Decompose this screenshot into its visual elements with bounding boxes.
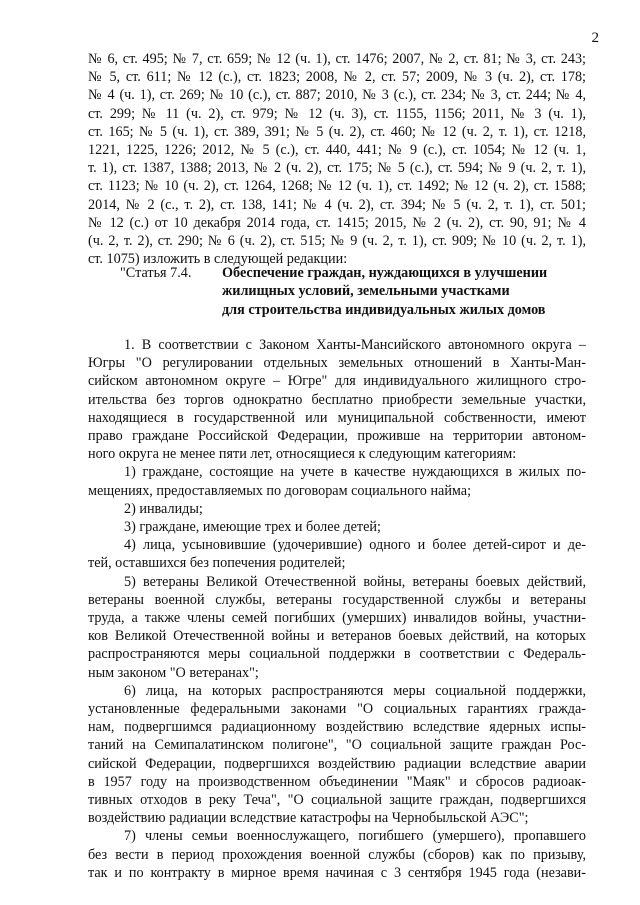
paragraph-1: [88, 336, 586, 463]
article-title-line: для строительства индивидуальных жилых домов: [222, 301, 546, 318]
article-title: [222, 264, 592, 319]
paragraph-line: 5) ветераны Великой Отечественной войны, ветераны боевых действий,: [124, 573, 586, 590]
intro-paragraph: [88, 50, 586, 268]
paragraph-line: мещениях, предоставляемых по договорам социального найма;: [88, 482, 472, 499]
paragraph-line: таний на Семипалатинском полигоне", "О социальной защите граждан Рос-: [88, 737, 586, 754]
paragraph-line: в 1957 году на производственном объединении "Маяк" и сбросов радиоак-: [88, 773, 586, 790]
intro-line: № 5, ст. 611; № 12 (с.), ст. 1823; 2008, № 2, ст. 57; 2009, № 3 (ч. 2), ст. 178;: [88, 69, 586, 86]
list-item-5: [88, 573, 586, 682]
paragraph-line: труда, а также члены семей погибших (умерших) инвалидов войны, участни-: [88, 610, 586, 627]
paragraph-line: находящиеся в государственной или муниципальной собственности, имеют: [88, 409, 586, 426]
paragraph-line: установленные федеральными законами "О социальных гарантиях гражда-: [88, 701, 586, 718]
paragraph-line: без вести в период прохождения военной службы (сборов) как по призыву,: [88, 846, 586, 863]
paragraph-line: 2) инвалиды;: [124, 500, 203, 517]
paragraph-line: воздействию радиации вследствие катастрофы на Чернобыльской АЭС";: [88, 810, 529, 827]
intro-line: (ч. 2, т. 2), ст. 290; № 6 (ч. 2), ст. 515; № 9 (ч. 2, т. 1), ст. 909; № 10 (ч. 2, т. 1),: [88, 233, 586, 250]
article-title-line: жилищных условий, земельными участками: [222, 283, 510, 300]
paragraph-line: ительства без торгов однократно бесплатно приобрести земельные участки,: [88, 391, 586, 408]
intro-line: 1221, 1225, 1226; 2012, № 5 (с.), ст. 440, 441; № 9 (с.), ст. 1054; № 12 (ч. 1,: [88, 142, 586, 159]
paragraph-line: ного округа не менее пяти лет, относящиеся к следующим категориям:: [88, 446, 517, 463]
intro-line: ст. 299; № 11 (ч. 2), ст. 979; № 12 (ч. 3), ст. 1155, 1156; 2011, № 3 (ч. 1),: [88, 105, 586, 122]
intro-line: № 6, ст. 495; № 7, ст. 659; № 12 (ч. 1), ст. 1476; 2007, № 2, ст. 81; № 3, ст. 243;: [88, 51, 586, 67]
paragraph-line: тивных отходов в реку Теча", "О социальной защите граждан, подвергшихся: [88, 792, 586, 809]
paragraph-line: 7) члены семьи военнослужащего, погибшего (умершего), пропавшего: [124, 828, 586, 845]
paragraph-line: 3) граждане, имеющие трех и более детей;: [124, 519, 381, 536]
list-item-7: [88, 827, 586, 882]
article-title-line: Обеспечение граждан, нуждающихся в улучшении: [222, 265, 548, 281]
page-number: 2: [591, 30, 599, 46]
paragraph-line: ным законом "О ветеранах";: [88, 664, 259, 681]
intro-line: ст. 165; № 5 (ч. 1), ст. 389, 391; № 5 (ч. 2), ст. 460; № 12 (ч. 2, т. 1), ст. 1218,: [88, 123, 586, 140]
paragraph-line: так и по контракту в мирное время начиная с 3 сентября 1945 года (незави-: [88, 864, 586, 881]
intro-line: № 12 (с.) от 10 декабря 2014 года, ст. 1415; 2015, № 2 (ч. 2), ст. 90, 91; № 4: [88, 214, 586, 231]
paragraph-line: 6) лица, на которых распространяются меры социальной поддержки,: [124, 682, 586, 699]
list-item-1: [88, 463, 586, 499]
paragraph-line: распространяются меры социальной поддержки в соответствии с Федераль-: [88, 646, 586, 663]
intro-line: 2014, № 2 (с., т. 2), ст. 138, 141; № 4 (ч. 2), ст. 394; № 5 (ч. 2, т. 1), ст. 501;: [88, 196, 586, 213]
intro-line: № 4 (ч. 1), ст. 269; № 10 (с.), ст. 887; 2010, № 3 (с.), ст. 234; № 3, ст. 244; № 4,: [88, 87, 586, 104]
list-item-4: [88, 536, 586, 572]
list-item-6: [88, 682, 586, 828]
intro-line: ст. 1075) изложить в следующей редакции:: [88, 251, 348, 268]
paragraph-line: 1. В соответствии с Законом Ханты-Мансийского автономного округа –: [124, 337, 586, 353]
paragraph-line: нам, подвергшимся радиационному воздействию вследствие ядерных испы-: [88, 719, 586, 736]
paragraph-line: ков Великой Отечественной войны и ветеранов боевых действий, на которых: [88, 628, 586, 645]
intro-line: ст. 1123; № 10 (ч. 2), ст. 1264, 1268; № 12 (ч. 1), ст. 1492; № 12 (ч. 2), ст. 1588;: [88, 178, 586, 195]
list-item-2: [88, 500, 586, 518]
paragraph-line: сийском автономном округе – Югре" для индивидуального жилищного стро-: [88, 373, 586, 390]
paragraph-line: сийской Федерации, подвергшихся воздействию радиации вследствие аварии: [88, 755, 586, 772]
paragraph-line: 1) граждане, состоящие на учете в качестве нуждающихся в жилых по-: [124, 464, 586, 481]
paragraph-line: ветераны военной службы, ветераны государственной службы и ветераны: [88, 591, 586, 608]
paragraph-line: тей, оставшихся без попечения родителей;: [88, 555, 346, 572]
article-number: "Статья 7.4.: [120, 265, 192, 281]
paragraph-line: 4) лица, усыновившие (удочерившие) одного и более детей-сирот и де-: [124, 537, 586, 554]
intro-line: т. 1), ст. 1387, 1388; 2013, № 2 (ч. 2), ст. 175; № 5 (с.), ст. 594; № 9 (ч. 2, т. 1),: [88, 160, 586, 177]
article-body: [88, 336, 586, 882]
paragraph-line: Югры "О регулировании отдельных земельных отношений в Ханты-Ман-: [88, 355, 586, 372]
list-item-3: [88, 518, 586, 536]
paragraph-line: право граждане Российской Федерации, проживше на территории автоном-: [88, 428, 586, 445]
